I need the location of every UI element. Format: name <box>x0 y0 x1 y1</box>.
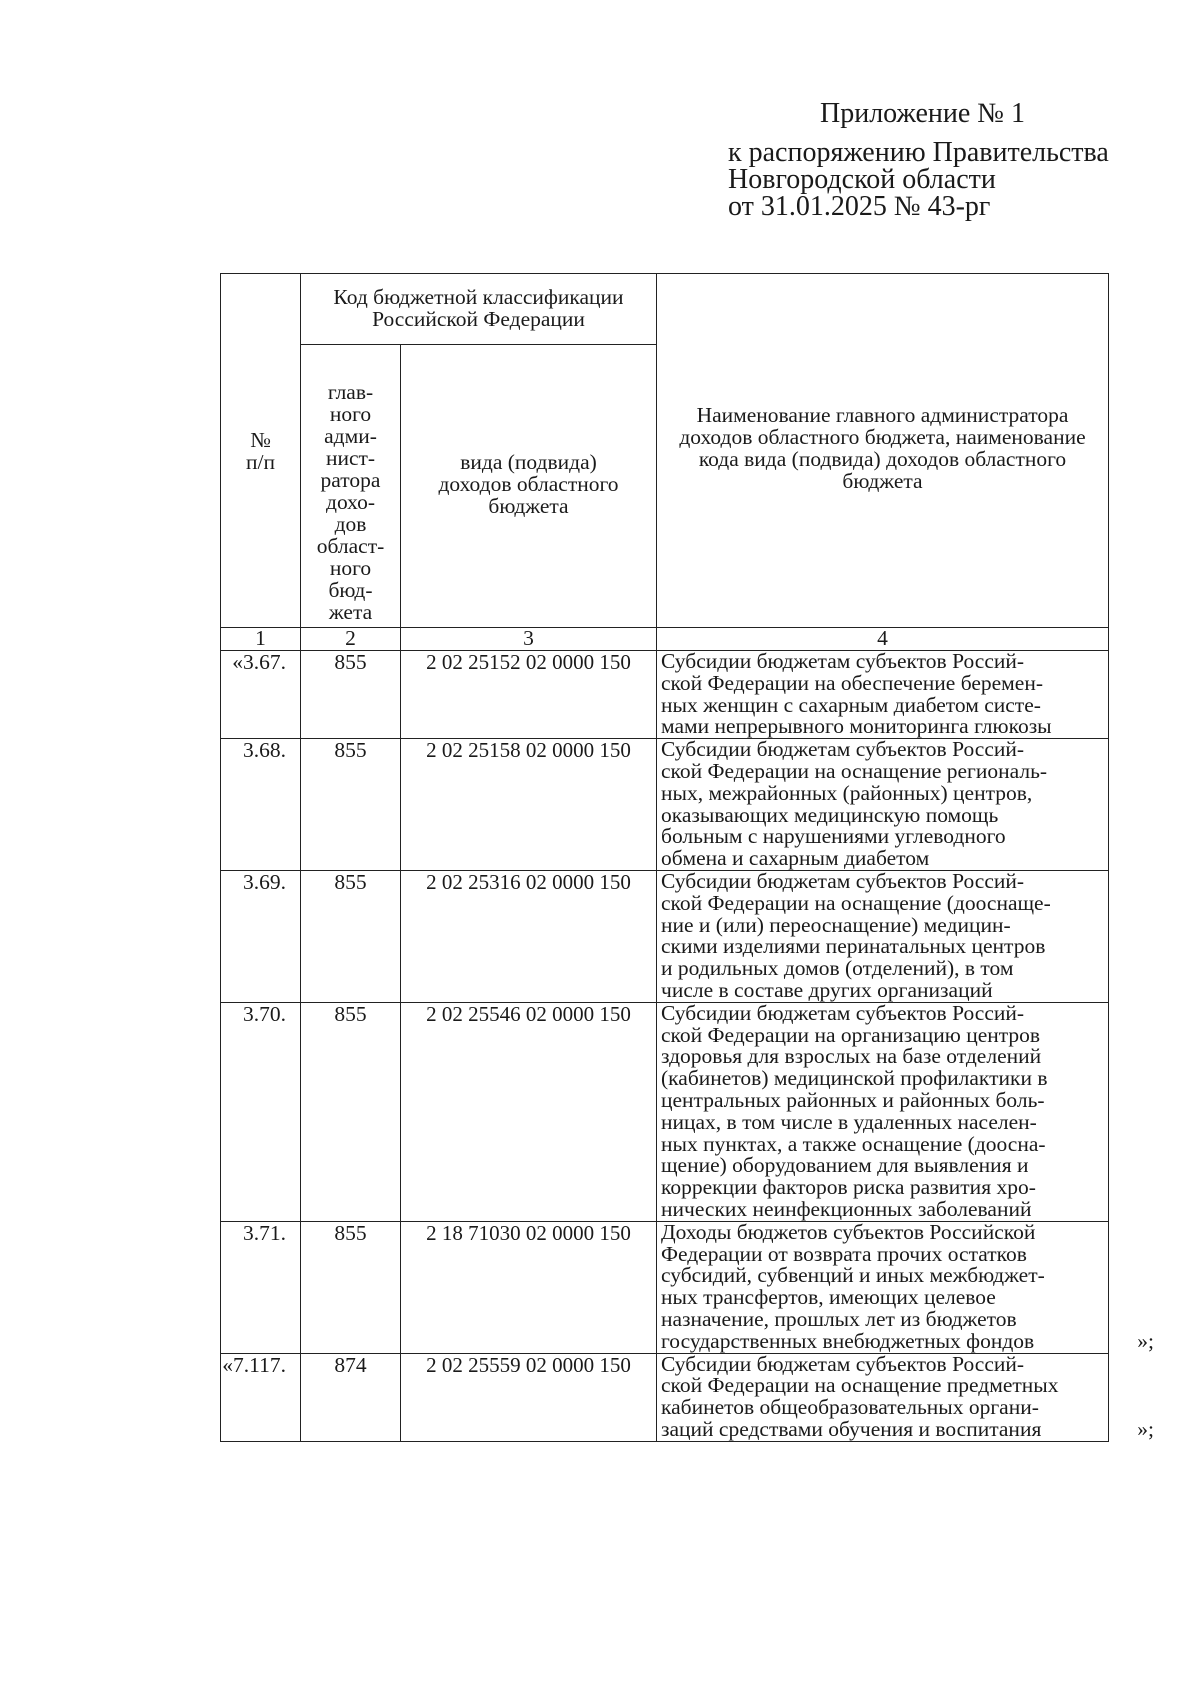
appendix-line-2: Новгородской области <box>728 164 996 195</box>
row-description-line: обмена и сахарным диабетом <box>661 846 930 871</box>
row-description-line: ных трансфертов, имеющих целевое <box>661 1285 996 1310</box>
row-number: 3.69. <box>221 870 301 1002</box>
row-description-line: ных пунктах, а также оснащение (доосна- <box>661 1131 1046 1156</box>
row-description-line: ской Федерации на оснащение региональ- <box>661 758 1048 783</box>
row-description-line: Доходы бюджетов субъектов Российской <box>661 1219 1036 1244</box>
column-index: 3 <box>401 628 657 651</box>
row-description-line: нических неинфекционных заболеваний <box>661 1196 1032 1221</box>
row-description-line: больным с нарушениями углеводного <box>661 824 1006 849</box>
row-description-line: Субсидии бюджетам субъектов Россий- <box>661 868 1025 893</box>
table-row <box>221 739 1109 871</box>
row-description <box>657 1002 1109 1221</box>
closing-quote-mark: »; <box>1137 1328 1154 1353</box>
row-admin-code: 855 <box>301 1002 401 1221</box>
row-income-code: 2 02 25316 02 0000 150 <box>401 870 657 1002</box>
row-description <box>657 870 1109 1002</box>
header-code-label: вида (подвида) доходов областного бюджета <box>438 450 619 518</box>
row-admin-code: 855 <box>301 870 401 1002</box>
header-name <box>657 274 1109 628</box>
row-description <box>657 651 1109 739</box>
appendix-line-3: от 31.01.2025 № 43-рг <box>728 191 991 222</box>
row-description-line: ской Федерации на оснащение предметных <box>661 1373 1059 1398</box>
header-num <box>221 274 301 628</box>
row-description-line: Субсидии бюджетам субъектов Россий- <box>661 737 1025 762</box>
header-kbk <box>301 274 657 345</box>
row-description-line: (кабинетов) медицинской профилактики в <box>661 1066 1048 1091</box>
row-description-line: государственных внебюджетных фондов <box>661 1328 1035 1353</box>
header-num-label: № п/п <box>246 427 275 474</box>
row-description-line: числе в составе других организаций <box>661 977 993 1002</box>
header-kbk-label: Код бюджетной классификации Российской Федерации <box>333 285 624 331</box>
row-description-line: ской Федерации на оснащение (дооснаще- <box>661 890 1051 915</box>
header-code <box>401 345 657 628</box>
header-admin-line: ного <box>329 556 372 580</box>
row-admin-code: 855 <box>301 1221 401 1353</box>
row-number: 3.68. <box>221 739 301 871</box>
row-description-line: заций средствами обучения и воспитания <box>661 1416 1042 1441</box>
row-description-line: скими изделиями перинатальных центров <box>661 934 1046 959</box>
header-admin-line: глав- <box>327 380 374 404</box>
row-description-line: Субсидии бюджетам субъектов Россий- <box>661 1000 1025 1025</box>
row-income-code: 2 02 25559 02 0000 150 <box>401 1353 657 1441</box>
header-admin-line: адми- <box>324 424 377 448</box>
column-index: 2 <box>301 628 401 651</box>
header-admin <box>301 345 401 628</box>
row-number: 3.71. <box>221 1221 301 1353</box>
row-description-line: Федерации от возврата прочих остатков <box>661 1241 1027 1266</box>
row-description-line: и родильных домов (отделений), в том <box>661 956 1014 981</box>
header-admin-line: ратора <box>320 468 381 492</box>
row-description <box>657 1351 1154 1441</box>
header-admin-line: нист- <box>325 446 376 470</box>
row-description <box>657 739 1109 871</box>
table-row <box>221 1221 1109 1353</box>
row-description-line: ской Федерации на организацию центров <box>661 1022 1041 1047</box>
row-description-line: назначение, прошлых лет из бюджетов <box>661 1306 1017 1331</box>
row-income-code: 2 02 25152 02 0000 150 <box>401 651 657 739</box>
header-admin-line: бюд- <box>328 578 373 602</box>
table-row <box>221 651 1109 739</box>
row-income-code: 2 02 25546 02 0000 150 <box>401 1002 657 1221</box>
row-number: «3.67. <box>221 651 301 739</box>
row-number: «7.117. <box>221 1353 301 1441</box>
row-description-line: субсидий, субвенций и иных межбюджет- <box>661 1263 1045 1288</box>
column-index: 4 <box>657 628 1109 651</box>
row-income-code: 2 02 25158 02 0000 150 <box>401 739 657 871</box>
table-row <box>221 870 1109 1002</box>
header-admin-line: област- <box>316 534 385 558</box>
row-description-line: коррекции факторов риска развития хро- <box>661 1175 1036 1200</box>
table-row <box>221 1353 1109 1441</box>
row-admin-code: 855 <box>301 651 401 739</box>
header-admin-line: дохо- <box>326 490 375 514</box>
row-description-line: мами непрерывного мониторинга глюкозы <box>661 714 1052 739</box>
row-description-line: здоровья для взрослых на базе отделений <box>661 1044 1042 1069</box>
appendix-header <box>728 100 1128 220</box>
row-description-line: Субсидии бюджетам субъектов Россий- <box>661 649 1025 673</box>
header-admin-line: дов <box>334 512 367 536</box>
row-description-line: центральных районных и районных боль- <box>661 1087 1045 1112</box>
table-row <box>221 1002 1109 1221</box>
row-description-line: ние и (или) переоснащение) медицин- <box>661 912 1011 937</box>
row-description-line: ных женщин с сахарным диабетом систе- <box>661 692 1041 717</box>
row-description-line: Субсидии бюджетам субъектов Россий- <box>661 1351 1025 1376</box>
row-description-line: кабинетов общеобразовательных органи- <box>661 1395 1039 1420</box>
header-admin-line: ного <box>329 402 372 426</box>
row-description-line: ской Федерации на обеспечение беремен- <box>661 670 1043 695</box>
header-name-label: Наименование главного администратора доходов областного бюджета, наименование кода вида (подвида) доходов областного бюджета <box>679 403 1086 493</box>
appendix-title: Приложение № 1 <box>820 98 1025 129</box>
row-description-line: ных, межрайонных (районных) центров, <box>661 780 1033 805</box>
row-description-line: ницах, в том числе в удаленных населен- <box>661 1109 1037 1134</box>
row-income-code: 2 18 71030 02 0000 150 <box>401 1221 657 1353</box>
header-admin-line: жета <box>328 600 373 624</box>
appendix-line-1: к распоряжению Правительства <box>728 137 1109 168</box>
row-admin-code: 874 <box>301 1353 401 1441</box>
row-number: 3.70. <box>221 1002 301 1221</box>
table-body <box>221 649 1154 1442</box>
column-index: 1 <box>221 628 301 651</box>
closing-quote-mark: »; <box>1137 1416 1154 1441</box>
budget-table <box>220 273 1154 1442</box>
row-description-line: щение) оборудованием для выявления и <box>661 1153 1029 1178</box>
column-index-row <box>221 628 1109 651</box>
row-admin-code: 855 <box>301 739 401 871</box>
row-description-line: оказывающих медицинскую помощь <box>661 802 999 827</box>
row-description <box>657 1219 1154 1353</box>
